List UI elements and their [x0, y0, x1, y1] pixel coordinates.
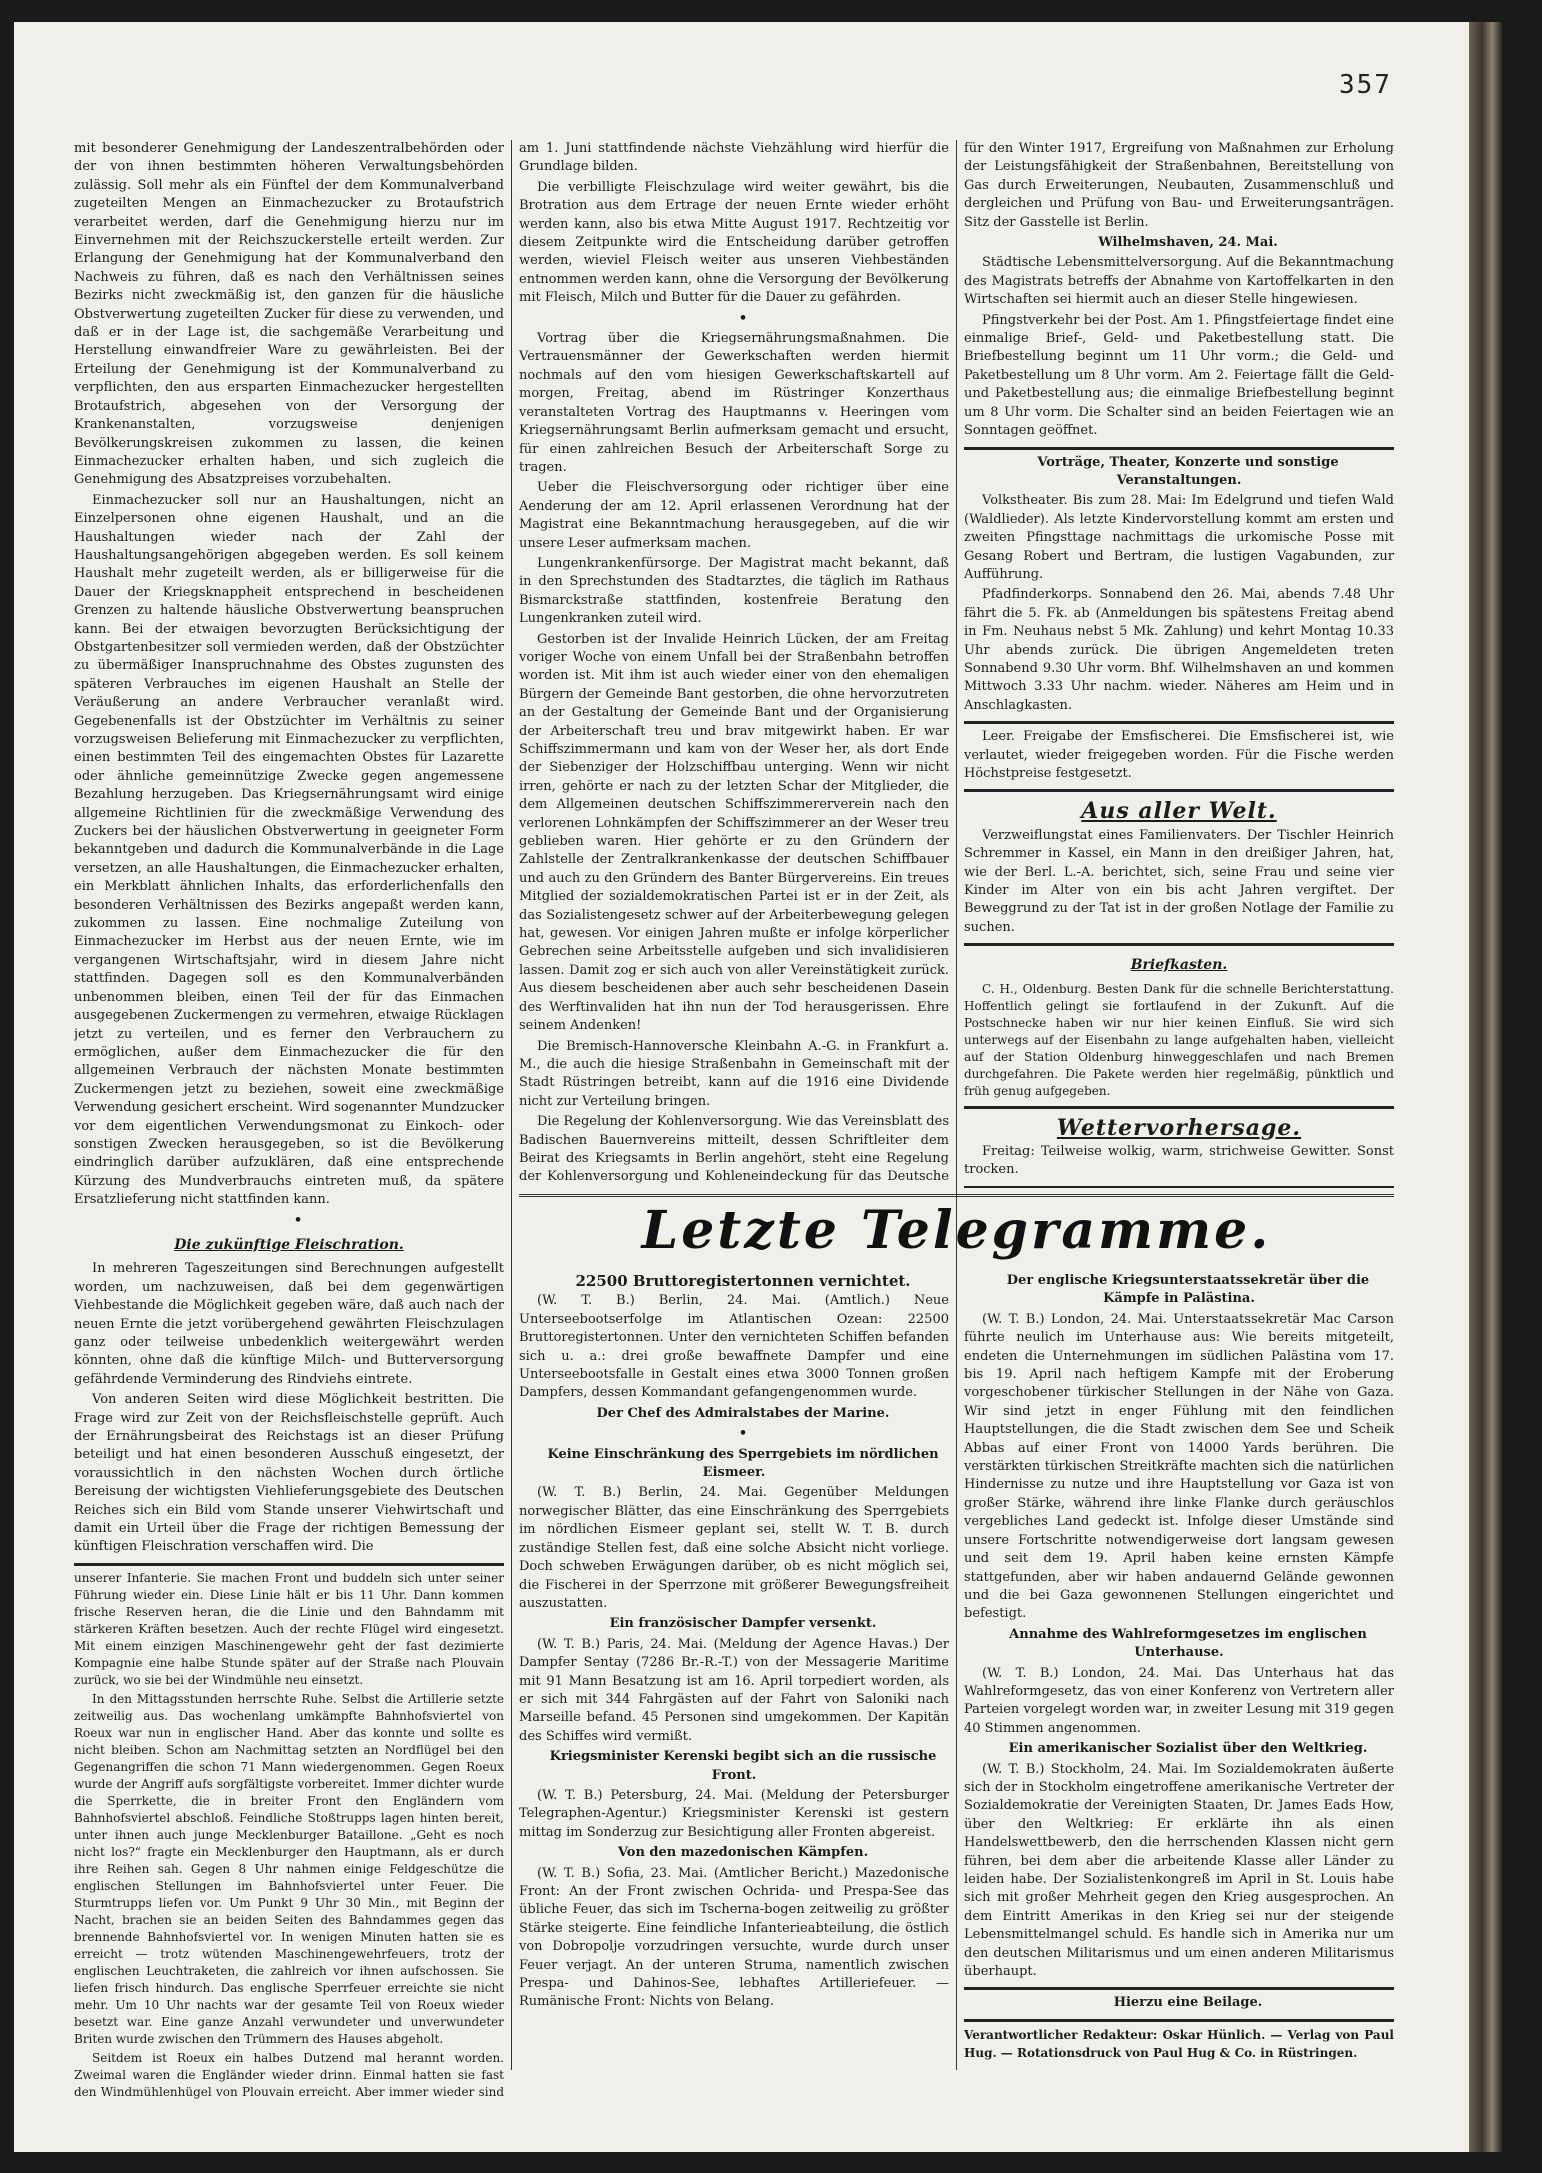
telegram-heading: Keine Einschränkung des Sperrgebiets im nördlichen Eismeer. [547, 1446, 939, 1481]
col2-paragraph: Die Bremisch-Hannoversche Kleinbahn A.-G. in Frankfurt a. M., die auch die hiesige Straßenbahn in Gemeinschaft mit der Stadt Rüstringen betreibt, kann auf die 1916 eine Dividende nicht zur Verteilung bringen. [519, 1038, 949, 1109]
telegram-text: (W. T. B.) Berlin, 24. Mai. Gegenüber Meldungen norwegischer Blätter, das eine Einschränkung des Sperrgebiets im nördlichen Eismeer geplant sei, stellt W. T. B. durch zuständige Stellen fest, daß eine solche Absicht nicht vorliege. Doch schweben Erwägungen darüber, ob es nicht möglich sei, die Fischerei in der Sperrzone mit größerer Bewegungsfreiheit auszustatten. [519, 1485, 949, 1611]
telegram-heading: Von den mazedonischen Kämpfen. [617, 1845, 869, 1861]
dateline: Wilhelmshaven, 24. Mai. [1098, 235, 1278, 251]
col3-paragraph: Städtische Lebensmittelversorgung. Auf die Bekanntmachung des Magistrats betreffs der Abnahme von Kartoffelkarten in den Wirtschaften sei hiermit auch an dieser Stelle hingewiesen. [964, 255, 1394, 308]
telegram-column-right [964, 1272, 1394, 2072]
beilage-note: Hierzu eine Beilage. [1113, 1995, 1263, 2011]
col1-paragraph: unserer Infanterie. Sie machen Front und buddeln sich unter seiner Führung wieder ein. Diese Linie hält er bis 11 Uhr. Dann kommen frische Reserven heran, die die Linie und den Bahndamm mit stärkeren Kräften besetzen. Auch der rechte Flügel wird eingesetzt. Mit einem einzigen Maschinengewehr geht der fast dezimierte Kompagnie eine halbe Stunde später auf der Straße nach Plouvain zurück, wo sie bei der Windmühle neu einsetzt. [74, 1570, 504, 1687]
heading-vortraege: Vorträge, Theater, Konzerte und sonstige Veranstaltungen. [1037, 454, 1339, 488]
col3-paragraph: Volkstheater. Bis zum 28. Mai: Im Edelgrund und tiefen Wald (Waldlieder). Als letzte Kindervorstellung kommt am ersten und zweiten Pfingsttage nachmittags die urkomische Posse mit Gesang Robert und Bertram, die lustigen Vagabunden, zur Aufführung. [964, 493, 1394, 582]
col1-paragraph: In mehreren Tageszeitungen sind Berechnungen aufgestellt worden, um nachzuweisen, daß bei dem gegenwärtigen Viehbestande die Möglichkeit gegeben wäre, daß auch nach der neuen Ernte die jetzt vorübergehend gewährten Fleischzulagen ganz oder teilweise unbedenklich weitergewährt werden könnten, ohne daß die künftige Milch- und Butterversorgung gefährdende Verminderung des Rindviehs eintrete. [74, 1261, 504, 1387]
column-3 [964, 140, 1394, 1188]
col1-paragraph: Seitdem ist Roeux ein halbes Dutzend mal herannt worden. Zweimal waren die Engländer wieder drinn. Einmal hatten sie fast den Windmühlenhügel von Plouvain erreicht. Aber immer wieder sind [74, 2050, 504, 2099]
telegram-text: (W. T. B.) Berlin, 24. Mai. (Amtlich.) Neue Unterseebootserfolge im Atlantischen Ozean: 22500 Bruttoregistertonnen. Unter den vernichteten Schiffen befanden sich u. a.: drei große bewaffnete Dampfer und eine Unterseebootsfalle in Gestalt eines etwa 3000 Tonnen großen Dampfers, dessen Kommandant gefangengenommen wurde. [519, 1293, 949, 1401]
col1-paragraph: In den Mittagsstunden herrschte Ruhe. Selbst die Artillerie setzte zeitweilig aus. Das wochenlang umkämpfte Bahnhofsviertel von Roeux war nun in englischer Hand. Aber das konnte und sollte es nicht bleiben. Schon am Nachmittag setzten an Nordflügel bei den Gegenangriffen die schon 71 Mann wiedergenommen. Gegen Roeux wurde der Angriff aufs sorgfältigste vorbereitet. Immer dichter wurde die Sperrkette, die in breiter Front den Engländern vom Bahnhofsviertel abschloß. Feindliche Stoßtrupps lagen hinten bereit, unter ihnen auch junge Mecklenburger Bataillone. „Geht es noch nicht los?“ fragte ein Mecklenburger den Hauptmann, als er durch ihre Reihen sah. Gegen 8 Uhr nahmen einige Feldgeschütze die englischen Stellungen im Bahnhofsviertel unter Feuer. Die Sturmtrupps liefen vor. Um Punkt 9 Uhr 30 Min., mit Beginn der Nacht, brachen sie an beiden Seiten des Bahndammes gegen das brennende Bahnhofsviertel vor. In wenigen Minuten hatten sie es erreicht — trotz wütenden Maschinengewehrfeuers, trotz der englischen Leuchtraketen, die zahlreich vor ihnen aufschossen. Sie liefen frisch hindurch. Das englische Sperrfeuer erreichte sie nicht mehr. Um 10 Uhr nachts war der gesamte Teil von Roeux wieder besetzt war. Eine ganze Anzahl verwundeter und unverwundeter Briten wurde zwischen den Trümmern des Hauses abgeholt. [74, 1691, 504, 2046]
telegram-heading: 22500 Bruttoregistertonnen vernichtet. [575, 1272, 911, 1290]
heading-briefkasten: Briefkasten. [1130, 957, 1228, 974]
col3-paragraph: Verzweiflungstat eines Familienvaters. Der Tischler Heinrich Schremmer in Kassel, ein Mann in den dreißiger Jahren, hat, wie der Berl. L.-A. berichtet, sich, seine Frau und seine vier Kinder im Alter von ein bis acht Jahren vergiftet. Der Beweggrund zu der Tat ist in der großen Notlage der Familie zu suchen. [964, 827, 1394, 935]
col3-paragraph: Pfingstverkehr bei der Post. Am 1. Pfingstfeiertage findet eine einmalige Brief-, Geld- und Paketbestellung statt. Die Briefbestellung beginnt um 11 Uhr vorm.; die Geld- und Paketbestellung um 8 Uhr vorm. Am 2. Feiertage fällt die Geld- und Paketbestellung aus; die einmalige Briefbestellung beginnt um 8 Uhr vorm. Die Schalter sind an beiden Feiertagen wie an Sonntagen geöffnet. [964, 312, 1394, 439]
col2-paragraph: am 1. Juni stattfindende nächste Viehzählung wird hierfür die Grundlage bilden. [519, 141, 949, 175]
telegram-text: (W. T. B.) Stockholm, 24. Mai. Im Sozialdemokraten äußerte sich der in Stockholm eingetroffene amerikanische Vertreter der Sozialdemokratie der Vereinigten Staaten, Dr. James Eads How, über den Weltkrieg: Er erklärte ihn als einen Handelswettbewerb, den die herrschenden Klassen nicht gern führen, bei dem aber die arbeitende Klasse aller Länder zu leiden habe. Der Sozialistenkongreß im April in St. Louis habe sich mit großer Mehrheit gegen den Krieg ausgesprochen. An dem Eintritt Amerikas in den Krieg sei nur der steigende Lebensmittelmangel schuld. Es handle sich in Amerika nur um den deutschen Militarismus und um einen anderen Militarismus überhaupt. [964, 1761, 1394, 1980]
heading-aus-aller-welt: Aus aller Welt. [1081, 798, 1277, 825]
col2-paragraph: Die Regelung der Kohlenversorgung. Wie das Vereinsblatt des Badischen Bauernvereins mitteilt, dessen Schriftleiter dem Beirat des Kriegsamts in Berlin angehört, steht eine Regelung der Kohlenversorgung und Kohleneindeckung für das Deutsche [519, 1114, 949, 1185]
headline-letzte-telegramme: Letzte Telegramme. [641, 1200, 1272, 1261]
telegram-signature: Der Chef des Admiralstabes der Marine. [596, 1405, 890, 1421]
telegram-text: (W. T. B.) London, 24. Mai. Das Unterhaus hat das Wahlreformgesetz, das von einer Konferenz von Vertretern aller Parteien vorgelegt worden war, in zweiter Lesung mit 319 gegen 40 Stimmen angenommen. [964, 1665, 1394, 1736]
col3-paragraph: Freitag: Teilweise wolkig, warm, strichweise Gewitter. Sonst trocken. [964, 1144, 1394, 1178]
telegram-heading: Annahme des Wahlreformgesetzes im englischen Unterhause. [1009, 1626, 1367, 1661]
page-number: 357 [1339, 70, 1392, 100]
telegram-column-left: 22500 Bruttoregistertonnen vernichtet. (W. T. B.) Berlin, 24. Mai. (Amtlich.) Neue Unterseebootserfolge im Atlantischen Ozean: 22500 Bruttoregistertonnen. Unter den vernichteten Schiffen befanden sich u. a.: drei große bewaffnete Dampfer und eine Unterseebootsfalle in Gestalt eines etwa 3000 Tonnen großen Dampfers, dessen Kommandant gefangengenommen wurde. Der Chef des Admiralstabes der Marine. • Keine Einschränkung des Sperrgebiets im nördlichen Eismeer. (W. T. B.) Berlin, 24. Mai. Gegenüber Meldungen norwegischer Blätter, das eine Einschränkung des Sperrgebiets im nördlichen Eismeer geplant sei, stellt W. T. B. durch zuständige Stellen fest, daß eine solche Absicht nicht vorliege. Doch schweben Erwägungen darüber, ob es nicht möglich sei, die Fischerei in der Sperrzone mit größerer Bewegungsfreiheit auszustatten. Ein französischer Dampfer versenkt. (W. T. B.) Paris, 24. Mai. (Meldung der Agence Havas.) Der Dampfer Sentay (7286 Br.-R.-T.) von der Messagerie Maritime mit 91 Mann Besatzung ist am 16. April torpediert worden, als er sich mit 344 Fahrgästen auf der Fahrt von Saloniki nach Marseille befand. 45 Personen sind umgekommen. Der Kapitän des Schiffes wird vermißt. Kriegsminister Kerenski begibt sich an die russische Front. (W. T. B.) Petersburg, 24. Mai. (Meldung der Petersburger Telegraphen-Agentur.) Kriegsminister Kerenski ist gestern mittag im Sonderzug zur Besichtigung aller Fronten abgereist. Von den mazedonischen Kämpfen. (W. T. B.) Sofia, 23. Mai. (Amtlicher Bericht.) Mazedonische Front: An der Front zwischen Ochrida- und Prespa-See das übliche Feuer, das sich im Tscherna-bogen zeitweilig zu größter Stärke steigerte. Eine feindliche Infanterieabteilung, die östlich von Dobropolje vorzudringen versuchte, wurde durch unser Feuer verjagt. An der unteren Struma, namentlich zwischen Prespa- und Dahinos-See, lebhaftes Artilleriefeuer. — Rumänische Front: Nichts von Belang. [519, 1272, 949, 2072]
col3-paragraph: C. H., Oldenburg. Besten Dank für die schnelle Berichterstattung. Hoffentlich gelingt sie fortlaufend in der Zukunft. Auf die Postschnecke haben wir nur hier keinen Einfluß. Sie wird sich unterwegs auf der Eisenbahn zu lange aufgehalten haben, vielleicht auf der Station Oldenburg hinweggeschlafen und nach Bremen durchgefahren. Die Pakete werden hier regelmäßig, pünktlich und früh genug aufgegeben. [964, 981, 1394, 1098]
col3-paragraph: für den Winter 1917, Ergreifung von Maßnahmen zur Erholung der Leistungsfähigkeit der Straßenbahnen, Bereitstellung von Gas durch Erweiterungen, Neubauten, Zusammenschluß und dergleichen und Prüfung von Bau- und Erweiterungsanträgen. Sitz der Gasstelle ist Berlin. [964, 141, 1394, 230]
heading-wettervorhersage: Wettervorhersage. [1056, 1114, 1302, 1141]
heading-fleischration: Die zukünftige Fleischration. [174, 1236, 404, 1253]
column-2: am 1. Juni stattfindende nächste Viehzählung wird hierfür die Grundlage bilden. Die verbilligte Fleischzulage wird weiter gewährt, bis die Brotration aus dem Ertrage der neuen Ernte wieder erhöht werden kann, also bis etwa Mitte August 1917. Rechtzeitig vor diesem Zeitpunkte wird die Entscheidung darüber getroffen werden, wieviel Fleisch weiter aus unseren Viehbeständen entnommen werden kann, ohne die Versorgung der Bevölkerung mit Fleisch, Milch und Butter für die Dauer zu gefährden. • Vortrag über die Kriegsernährungsmaßnahmen. Die Vertrauensmänner der Gewerkschaften werden hiermit nochmals auf den vom hiesigen Gewerkschaftskartell auf morgen, Freitag, abend im Rüstringer Konzerthaus veranstalteten Vortrag des Hauptmanns v. Heeringen vom Kriegsernährungsamt Berlin aufmerksam gemacht und ersucht, für einen zahlreichen Besuch der Arbeiterschaft Sorge zu tragen. Ueber die Fleischversorgung oder richtiger über eine Aenderung der am 12. April erlassenen Verordnung hat der Magistrat eine Bekanntmachung herausgegeben, auf die wir unsere Leser aufmerksam machen. Lungenkrankenfürsorge. Der Magistrat macht bekannt, daß in den Sprechstunden des Stadtarztes, die täglich im Rathaus Bismarckstraße stattfinden, kostenfreie Beratung den Lungenkranken zuteil wird. Gestorben ist der Invalide Heinrich Lücken, der am Freitag voriger Woche von einem Unfall bei der Straßenbahn betroffen worden ist. Mit ihm ist auch wieder einer von den ehemaligen Bürgern der Gemeinde Bant gestorben, die ohne hervorzutreten an der Gestaltung der Gemeinde Bant und der Organisierung der Arbeiterschaft treu und brav mitgewirkt haben. Er war Schiffszimmermann und kam von der Weser her, als dort Ende der Siebenziger der Holzschiffbau unterging. Wenn wir nicht irren, gehörte er nach zu der letzten Schar der Mitglieder, die dem Allgemeinen deutschen Schiffszimmererverein nach den verlorenen Lohnkämpfen der Schiffszimmerer an der Weser treu geblieben waren. Hier gehörte er zu den Gründern der Zahlstelle der Zentralkrankenkasse der deutschen Schiffbauer und auch zu den Gründern des Banter Bürgervereins. Ein treues Mitglied der sozialdemokratischen Partei ist er in der Zeit, als das Sozialistengesetz schwer auf der Arbeiterbewegung gelegen hat, gewesen. Vor einigen Jahren mußte er infolge körperlicher Gebrechen seine Arbeitsstelle aufgeben und sich invalidisieren lassen. Damit zog er sich auch von aller Vereinstätigkeit zurück. Aus diesem bescheidenen aber auch sehr bescheidenen Dasein des Werftinvaliden hat ihn nun der Tod herausgerissen. Ehre seinem Andenken! Die Bremisch-Hannoversche Kleinbahn A.-G. in Frankfurt a. M., die auch die hiesige Straßenbahn in Gemeinschaft mit der Stadt Rüstringen betreibt, kann auf die 1916 eine Dividende nicht zur Verteilung bringen. Die Regelung der Kohlenversorgung. Wie das Vereinsblatt des Badischen Bauernvereins mitteilt, dessen Schriftleiter dem Beirat des Kriegsamts in Berlin angehört, steht eine Regelung der Kohlenversorgung und Kohleneindeckung für das Deutsche [519, 140, 949, 1188]
newspaper-page [14, 22, 1502, 2152]
col2-paragraph: Lungenkrankenfürsorge. Der Magistrat macht bekannt, daß in den Sprechstunden des Stadtarztes, die täglich im Rathaus Bismarckstraße stattfinden, kostenfreie Beratung den Lungenkranken zuteil wird. [519, 555, 949, 627]
col3-paragraph: Leer. Freigabe der Emsfischerei. Die Emsfischerei ist, wie verlautet, wieder freigegeben worden. Für die Fische werden Höchstpreise festgesetzt. [964, 729, 1394, 781]
imprint: Verantwortlicher Redakteur: Oskar Hünlich. — Verlag von Paul Hug. — Rotationsdruck von Paul Hug & Co. in Rüstringen. [964, 2027, 1394, 2061]
col2-paragraph: Gestorben ist der Invalide Heinrich Lücken, der am Freitag voriger Woche von einem Unfall bei der Straßenbahn betroffen worden ist. Mit ihm ist auch wieder einer von den ehemaligen Bürgern der Gemeinde Bant gestorben, die ohne hervorzutreten an der Gestaltung der Gemeinde Bant und der Organisierung der Arbeiterschaft treu und brav mitgewirkt haben. Er war Schiffszimmermann und kam von der Weser her, als dort Ende der Siebenziger der Holzschiffbau unterging. Wenn wir nicht irren, gehörte er nach zu der letzten Schar der Mitglieder, die dem Allgemeinen deutschen Schiffszimmererverein nach den verlorenen Lohnkämpfen der Schiffszimmerer an der Weser treu geblieben waren. Hier gehörte er zu den Gründern der Zahlstelle der Zentralkrankenkasse der deutschen Schiffbauer und auch zu den Gründern des Banter Bürgervereins. Ein treues Mitglied der sozialdemokratischen Partei ist er in der Zeit, als das Sozialistengesetz schwer auf der Arbeiterbewegung gelegen hat, gewesen. Vor einigen Jahren mußte er infolge körperlicher Gebrechen seine Arbeitsstelle aufgeben und sich invalidisieren lassen. Damit zog er sich auch von aller Vereinstätigkeit zurück. Aus diesem bescheidenen aber auch sehr bescheidenen Dasein des Werftinvaliden hat ihn nun der Tod herausgerissen. Ehre seinem Andenken! [519, 631, 949, 1034]
telegram-heading: Kriegsminister Kerenski begibt sich an die russische Front. [549, 1749, 937, 1783]
telegram-text: (W. T. B.) Petersburg, 24. Mai. (Meldung der Petersburger Telegraphen-Agentur.) Kriegsminister Kerenski ist gestern mittag im Sonderzug zur Besichtigung aller Fronten abgereist. [519, 1787, 949, 1840]
telegram-heading: Ein amerikanischer Sozialist über den Weltkrieg. [1008, 1741, 1368, 1757]
column-1: mit besonderer Genehmigung der Landeszentralbehörden oder der von ihnen bestimmten höheren Verwaltungsbehörden zulässig. Soll mehr als ein Fünftel der dem Kommunalverband zugeteilten Mengen an Einmachezucker zu Brotaufstrich verarbeitet werden, darf die Genehmigung hierzu nur im Einvernehmen mit der Reichszuckerstelle erteilt werden. Zur Erlangung der Genehmigung hat der Kommunalverband den Nachweis zu führen, daß es nach den Verhältnissen seines Bezirks nicht zweckmäßig ist, den ganzen für die häusliche Obstverwertung zugeteilten Zucker für diese zu verwenden, und daß er in der Lage ist, die sachgemäße Verarbeitung und Herstellung einwandfreier Ware zu gewährleisten. Bei der Erteilung der Genehmigung ist der Kommunalverband zu verpflichten, den aus ersparten Einmachezucker hergestellten Brotaufstrich, abgesehen von der Versorgung der Krankenanstalten, vorzugsweise denjenigen Bevölkerungskreisen zukommen zu lassen, die keinen Einmachezucker erhalten haben, und sich zugleich die Genehmigung des Absatzpreises vorzubehalten. Einmachezucker soll nur an Haushaltungen, nicht an Einzelpersonen ohne eigenen Haushalt, und an die Haushaltungen wieder nach der Zahl der Haushaltungsangehörigen abgegeben werden. Es soll keinem Haushalt mehr zugeteilt werden, als er billigerweise für die Dauer der Kriegsknappheit entsprechend in bescheidenen Grenzen zu haltende häusliche Obstverwertung beanspruchen kann. Bei der etwaigen bevorzugten Berücksichtigung der Obstgartenbesitzer soll vermieden werden, daß der Obstzüchter zu übermäßiger Inanspruchnahme des Obstes zugunsten des späteren Verbrauches im eigenen Haushalt an Stelle der Veräußerung an andere Verbraucher veranlaßt wird. Gegebenenfalls ist der Obstzüchter im Verhältnis zu seiner vorzugsweisen Belieferung mit Einmachezucker zu verpflichten, einen bestimmten Teil des eingemachten Obstes für Lazarette oder ähnliche gemeinnützige Zwecke gegen angemessene Bezahlung herzugeben. Das Kriegsernährungsamt wird einige allgemeine Richtlinien für die zweckmäßige Verwendung des Zuckers bei der häuslichen Obstverwertung in geeigneter Form bekanntgeben und dadurch die Kommunalverbände in die Lage versetzen, an alle Haushaltungen, die Einmachezucker erhalten, ein Merkblatt ähnlichen Inhalts, das erforderlichenfalls den besonderen Verhältnissen des Bezirks angepaßt werden kann, zukommen zu lassen. Eine nochmalige Zuteilung von Einmachezucker im Herbst aus der neuen Ernte, wie im vergangenen Wirtschaftsjahr, wird in diesem Jahre nicht stattfinden. Dagegen soll es den Kommunalverbänden unbenommen bleiben, einen Teil der für das Einmachen ausgegebenen Zuckermengen zu vermehren, etwaige Rücklagen jetzt zu verteilen, und es ferner den Verbrauchern zu ermöglichen, außer dem Einmachezucker die für den allgemeinen Verbrauch der nächsten Monate bestimmten Zuckermengen jetzt zu beziehen, soweit eine zweckmäßige Verwendung gesichert erscheint. Wird sogenannter Mundzucker vor dem eigentlichen Verwendungsmonat zu Einkoch- oder sonstigen Zwecken herausgegeben, so ist die Bevölkerung eindringlich darüber aufzuklären, daß eine entsprechende Kürzung des Mundverbrauchs eintreten muß, da spätere Ersatzlieferung nicht stattfinden kann. • Die zukünftige Fleischration. In mehreren Tageszeitungen sind Berechnungen aufgestellt worden, um nachzuweisen, daß bei dem gegenwärtigen Viehbestande die Möglichkeit gegeben wäre, daß auch nach der neuen Ernte die jetzt vorübergehend gewährten Fleischzulagen ganz oder teilweise unbedenklich weitergewährt werden könnten, ohne daß die künftige Milch- und Butterversorgung gefährdende Verminderung des Rindviehs eintrete. Von anderen Seiten wird diese Möglichkeit bestritten. Die Frage wird zur Zeit von der Reichsfleischstelle geprüft. Auch der Ernährungsbeirat des Reichstags ist an dieser Prüfung beteiligt und hat einen besonderen Ausschuß eingesetzt, der voraussichtlich in den nächsten Wochen durch örtliche Bereisung der wichtigsten Viehlieferungsgebiete des Deutschen Reiches sich ein Bild vom Stande unserer Viehwirtschaft und damit ein Urteil über die Frage der richtigen Bemessung der künftigen Fleischration verschaffen wird. Die unserer Infanterie. Sie machen Front und buddeln sich unter seiner Führung wieder ein. Diese Linie hält er bis 11 Uhr. Dann kommen frische Reserven heran, die die Linie und den Bahndamm mit stärkeren Kräften besetzen. Auch der rechte Flügel wird eingesetzt. Mit einem einzigen Maschinengewehr geht der fast dezimierte Kompagnie eine halbe Stunde später auf der Straße nach Plouvain zurück, wo sie bei der Windmühle neu einsetzt. In den Mittagsstunden herrschte Ruhe. Selbst die Artillerie setzte zeitweilig aus. Das wochenlang umkämpfte Bahnhofsviertel von Roeux war nun in englischer Hand. Aber das konnte und sollte es nicht bleiben. Schon am Nachmittag setzten an Nordflügel bei den Gegenangriffen die schon 71 Mann wiedergenommen. Gegen Roeux wurde der Angriff aufs sorgfältigste vorbereitet. Immer dichter wurde die Sperrkette, die in breiter Front den Engländern vom Bahnhofsviertel abschloß. Feindliche Stoßtrupps lagen hinten bereit, unter ihnen auch junge Mecklenburger Bataillone. „Geht es noch nicht los?“ fragte ein Mecklenburger den Hauptmann, als er durch ihre Reihen sah. Gegen 8 Uhr nahmen einige Feldgeschütze die englischen Stellungen im Bahnhofsviertel unter Feuer. Die Sturmtrupps liefen vor. Um Punkt 9 Uhr 30 Min., mit Beginn der Nacht, brachen sie an beiden Seiten des Bahndammes gegen das brennende Bahnhofsviertel vor. In wenigen Minuten hatten sie es erreicht — trotz wütenden Maschinengewehrfeuers, trotz der englischen Leuchtraketen, die zahlreich vor ihnen aufschossen. Sie liefen frisch hindurch. Das englische Sperrfeuer erreichte sie nicht mehr. Um 10 Uhr nachts war der gesamte Teil von Roeux wieder besetzt war. Eine ganze Anzahl verwundeter und unverwundeter Briten wurde zwischen den Trümmern des Hauses abgeholt. Seitdem ist Roeux ein halbes Dutzend mal herannt worden. Zweimal waren die Engländer wieder drinn. Einmal hatten sie fast den Windmühlenhügel von Plouvain erreicht. Aber immer wieder sind [74, 140, 504, 2100]
col1-paragraph: Einmachezucker soll nur an Haushaltungen, nicht an Einzelpersonen ohne eigenen Haushalt, und an die Haushaltungen wieder nach der Zahl der Haushaltungsangehörigen abgegeben werden. Es soll keinem Haushalt mehr zugeteilt werden, als er billigerweise für die Dauer der Kriegsknappheit entsprechend in bescheidenen Grenzen zu haltende häusliche Obstverwertung beanspruchen kann. Bei der etwaigen bevorzugten Berücksichtigung der Obstgartenbesitzer soll vermieden werden, daß der Obstzüchter zu übermäßiger Inanspruchnahme des Obstes zugunsten des späteren Verbrauches im eigenen Haushalt an Stelle der Veräußerung an andere Verbraucher veranlaßt wird. Gegebenenfalls ist der Obstzüchter im Verhältnis zu seiner vorzugsweisen Belieferung mit Einmachezucker zu verpflichten, einen bestimmten Teil des eingemachten Obstes für Lazarette oder ähnliche gemeinnützige Zwecke gegen angemessene Bezahlung herzugeben. Das Kriegsernährungsamt wird einige allgemeine Richtlinien für die zweckmäßige Verwendung des Zuckers bei der häuslichen Obstverwertung in geeigneter Form bekanntgeben und dadurch die Kommunalverbände in die Lage versetzen, an alle Haushaltungen, die Einmachezucker erhalten, ein Merkblatt ähnlichen Inhalts, das erforderlichenfalls den besonderen Verhältnissen des Bezirks angepaßt werden kann, zukommen zu lassen. Eine nochmalige Zuteilung von Einmachezucker im Herbst aus der neuen Ernte, wie im vergangenen Wirtschaftsjahr, wird in diesem Jahre nicht stattfinden. Dagegen soll es den Kommunalverbänden unbenommen bleiben, einen Teil der für das Einmachen ausgegebenen Zuckermengen zu vermehren, etwaige Rücklagen jetzt zu verteilen, und es ferner den Verbrauchern zu ermöglichen, außer dem Einmachezucker die für den allgemeinen Verbrauch der nächsten Monate bestimmten Zuckermengen jetzt zu beziehen, soweit eine zweckmäßige Verwendung gesichert erscheint. Wird sogenannter Mundzucker vor dem eigentlichen Verwendungsmonat zu Einkoch- oder sonstigen Zwecken herausgegeben, so ist die Bevölkerung eindringlich darüber aufzuklären, daß eine entsprechende Kürzung des Mundverbrauchs eintreten muß, da spätere Ersatzlieferung nicht stattfinden kann. [74, 492, 504, 1208]
col3-paragraph: Pfadfinderkorps. Sonnabend den 26. Mai, abends 7.48 Uhr fährt die 5. Fk. ab (Anmeldungen bis spätestens Freitag abend in Fm. Neuhaus nebst 5 Mk. Zahlung) und kehrt Montag 10.33 Uhr abends zurück. Die übrigen Angemeldeten treten Sonnabend 9.30 Uhr vorm. Bhf. Wilhelmshaven an und kommen Mittwoch 3.33 Uhr nachm. wieder. Näheres am Heim und in Anschlagkasten. [964, 587, 1394, 713]
col2-paragraph: Die verbilligte Fleischzulage wird weiter gewährt, bis die Brotration aus dem Ertrage der neuen Ernte wieder erhöht werden kann, also bis etwa Mitte August 1917. Rechtzeitig vor diesem Zeitpunkte wird die Entscheidung darüber getroffen werden, wieviel Fleisch weiter aus unseren Viehbeständen entnommen werden kann, ohne die Versorgung der Bevölkerung mit Fleisch, Milch und Butter für die Dauer zu gefährden. [519, 179, 949, 306]
col2-paragraph: Ueber die Fleischversorgung oder richtiger über eine Aenderung der am 12. April erlassenen Verordnung hat der Magistrat eine Bekanntmachung herausgegeben, auf die wir unsere Leser aufmerksam machen. [519, 480, 949, 551]
book-spine [1469, 22, 1502, 2152]
col1-paragraph: Von anderen Seiten wird diese Möglichkeit bestritten. Die Frage wird zur Zeit von der Reichsfleischstelle geprüft. Auch der Ernährungsbeirat des Reichstags ist an dieser Prüfung beteiligt und hat einen besonderen Ausschuß eingesetzt, der voraussichtlich in den nächsten Wochen durch örtliche Bereisung der wichtigsten Viehlieferungsgebiete des Deutschen Reiches sich ein Bild vom Stande unserer Viehwirtschaft und damit ein Urteil über die Frage der richtigen Bemessung der künftigen Fleischration verschaffen wird. Die [74, 1392, 504, 1555]
telegram-heading: Der englische Kriegsunterstaatssekretär über die Kämpfe in Palästina. [1006, 1273, 1370, 1307]
col2-paragraph: Vortrag über die Kriegsernährungsmaßnahmen. Die Vertrauensmänner der Gewerkschaften werden hiermit nochmals auf den vom hiesigen Gewerkschaftskartell auf morgen, Freitag, abend im Rüstringer Konzerthaus veranstalteten Vortrag des Hauptmanns v. Heeringen vom Kriegsernährungsamt Berlin aufmerksam gemacht und ersucht, für einen zahlreichen Besuch der Arbeiterschaft Sorge zu tragen. [519, 331, 949, 475]
telegram-heading: Ein französischer Dampfer versenkt. [609, 1616, 877, 1632]
telegram-text: (W. T. B.) Paris, 24. Mai. (Meldung der Agence Havas.) Der Dampfer Sentay (7286 Br.-R.-T.) von der Messagerie Maritime mit 91 Mann Besatzung ist am 16. April torpediert worden, als er sich mit 344 Fahrgästen auf der Fahrt von Saloniki nach Marseille befand. 45 Personen sind umgekommen. Der Kapitän des Schiffes wird vermißt. [519, 1636, 949, 1744]
telegram-text: (W. T. B.) Sofia, 23. Mai. (Amtlicher Bericht.) Mazedonische Front: An der Front zwischen Ochrida- und Prespa-See das übliche Feuer, das sich im Tscherna-bogen zeitweilig zu größter Stärke steigerte. Eine feindliche Infanterieabteilung, die östlich von Dobropolje vorzudringen versuchte, wurde durch unser Feuer verjagt. An der unteren Struma, namentlich zwischen Prespa- und Dahinos-See, lebhaftes Artilleriefeuer. — Rumänische Front: Nichts von Belang. [519, 1865, 949, 2010]
col1-paragraph: mit besonderer Genehmigung der Landeszentralbehörden oder der von ihnen bestimmten höheren Verwaltungsbehörden zulässig. Soll mehr als ein Fünftel der dem Kommunalverband zugeteilten Mengen an Einmachezucker zu Brotaufstrich verarbeitet werden, darf die Genehmigung hierzu nur im Einvernehmen mit der Reichszuckerstelle erteilt werden. Zur Erlangung der Genehmigung hat der Kommunalverband den Nachweis zu führen, daß es nach den Verhältnissen seines Bezirks nicht zweckmäßig ist, den ganzen für die häusliche Obstverwertung zugeteilten Zucker für diese zu verwenden, und daß er in der Lage ist, die sachgemäße Verarbeitung und Herstellung einwandfreier Ware zu gewährleisten. Bei der Erteilung der Genehmigung ist der Kommunalverband zu verpflichten, den aus ersparten Einmachezucker hergestellten Brotaufstrich, abgesehen von der Versorgung der Krankenanstalten, vorzugsweise denjenigen Bevölkerungskreisen zukommen zu lassen, die keinen Einmachezucker erhalten haben, und sich zugleich die Genehmigung des Absatzpreises vorzubehalten. [74, 141, 504, 488]
telegram-text: (W. T. B.) London, 24. Mai. Unterstaatssekretär Mac Carson führte neulich im Unterhause aus: Wie bereits mitgeteilt, endeten die Unternehmungen im südlichen Palästina vom 17. bis 19. April nach heftigem Kampfe mit der Eroberung vorgeschobener türkischer Stellungen in der Nähe von Gaza. Wir sind jetzt in enger Fühlung mit den feindlichen Hauptstellungen, die die Stadt zwischen dem See und Scheik Abbas auf einer Front von 14000 Yards berühren. Die verstärkten türkischen Streitkräfte machten sich die natürlichen Hindernisse zu nutze und ihre Hauptstellung vor Gaza ist von großer Stärke, während ihre linke Flanke durch geräuschlos vergebliches Land gedeckt ist. Infolge dieser Umstände sind unsere Fortschritte notwendigerweise dort langsam gewesen und seit dem 19. April haben keine ernsten Kämpfe stattgefunden, aber wir haben andauernd Gelände gewonnen und die bei Gaza gewonnenen Stellungen eingerichtet und befestigt. [964, 1311, 1394, 1622]
